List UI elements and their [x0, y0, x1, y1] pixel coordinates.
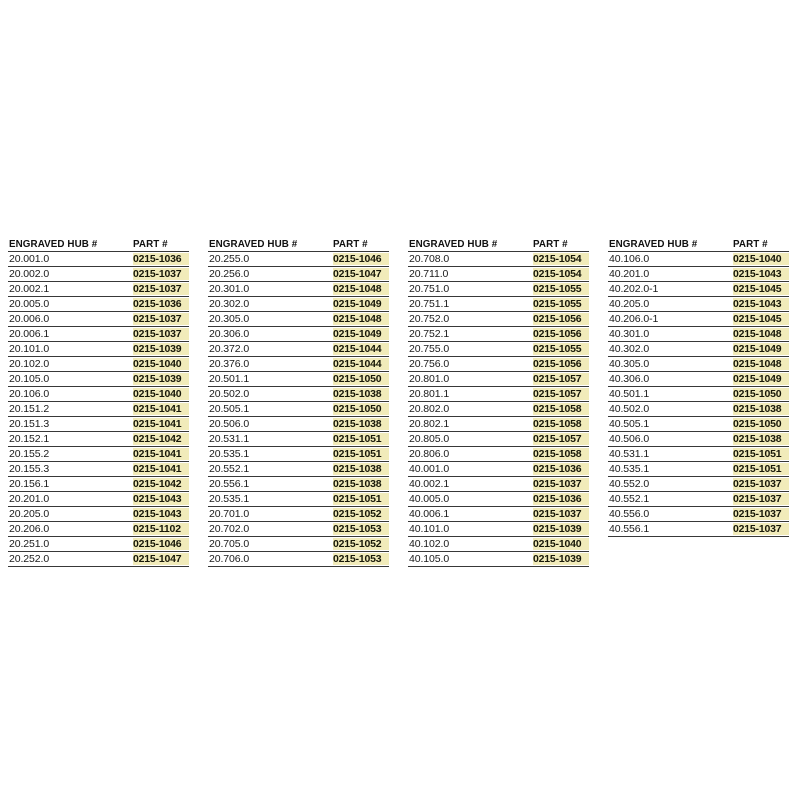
table-row [8, 462, 189, 477]
parts-cross-reference-tables [8, 237, 789, 567]
table-row [8, 447, 189, 462]
part-cell: 0215-1057 [533, 373, 589, 386]
part-cell: 0215-1052 [333, 508, 389, 521]
hub-cell: 20.301.0 [209, 283, 250, 295]
hub-cell: 40.005.0 [409, 493, 450, 505]
hub-cell: 20.502.0 [209, 388, 250, 400]
hub-cell: 40.001.0 [409, 463, 450, 475]
part-cell: 0215-1038 [333, 418, 389, 431]
table-row [408, 522, 589, 537]
hub-cell: 40.552.0 [609, 478, 650, 490]
part-cell: 0215-1039 [533, 553, 589, 566]
hub-cell: 20.376.0 [209, 358, 250, 370]
table-row [608, 357, 789, 372]
table-row [408, 402, 589, 417]
hub-cell: 20.752.1 [409, 328, 450, 340]
table-row [408, 462, 589, 477]
hub-cell: 20.156.1 [9, 478, 50, 490]
part-cell: 0215-1037 [133, 283, 189, 296]
hub-cell: 20.535.1 [209, 493, 250, 505]
hub-column-header: ENGRAVED HUB # [9, 238, 98, 250]
part-cell: 0215-1037 [733, 508, 789, 521]
hub-cell: 20.302.0 [209, 298, 250, 310]
table-row [608, 252, 789, 267]
table-row [608, 477, 789, 492]
table-row [8, 342, 189, 357]
part-column-header: PART # [333, 238, 368, 250]
part-cell: 0215-1040 [533, 538, 589, 551]
hub-cell: 20.102.0 [9, 358, 50, 370]
hub-cell: 40.202.0-1 [609, 283, 659, 295]
part-cell: 0215-1037 [733, 478, 789, 491]
part-cell: 0215-1040 [133, 358, 189, 371]
hub-cell: 20.256.0 [209, 268, 250, 280]
hub-cell: 20.805.0 [409, 433, 450, 445]
table-header-row [208, 237, 389, 252]
part-cell: 0215-1038 [333, 478, 389, 491]
table-row [208, 462, 389, 477]
hub-cell: 20.705.0 [209, 538, 250, 550]
table-row [208, 372, 389, 387]
table-row [408, 552, 589, 567]
hub-cell: 40.556.0 [609, 508, 650, 520]
part-cell: 0215-1039 [533, 523, 589, 536]
hub-cell: 40.105.0 [409, 553, 450, 565]
part-cell: 0215-1056 [533, 358, 589, 371]
part-cell: 0215-1053 [333, 523, 389, 536]
hub-cell: 40.531.1 [609, 448, 650, 460]
table-row [8, 372, 189, 387]
hub-cell: 20.756.0 [409, 358, 450, 370]
part-cell: 0215-1049 [333, 298, 389, 311]
table-row [408, 432, 589, 447]
hub-cell: 40.302.0 [609, 343, 650, 355]
table-row [208, 417, 389, 432]
hub-cell: 20.372.0 [209, 343, 250, 355]
hub-cell: 40.306.0 [609, 373, 650, 385]
hub-cell: 20.531.1 [209, 433, 250, 445]
hub-cell: 20.711.0 [409, 268, 449, 280]
hub-cell: 20.501.1 [209, 373, 250, 385]
part-cell: 0215-1051 [333, 433, 389, 446]
part-cell: 0215-1045 [733, 283, 789, 296]
part-cell: 0215-1043 [733, 268, 789, 281]
part-cell: 0215-1056 [533, 313, 589, 326]
table-row [8, 477, 189, 492]
part-column-header: PART # [533, 238, 568, 250]
part-cell: 0215-1049 [733, 343, 789, 356]
part-cell: 0215-1048 [333, 313, 389, 326]
part-cell: 0215-1041 [133, 418, 189, 431]
table-row [208, 267, 389, 282]
hub-cell: 20.151.2 [9, 403, 50, 415]
table-row [208, 522, 389, 537]
hub-cell: 20.505.1 [209, 403, 250, 415]
part-cell: 0215-1039 [133, 343, 189, 356]
part-cell: 0215-1043 [133, 508, 189, 521]
parts-table-2 [208, 237, 389, 567]
hub-cell: 20.701.0 [209, 508, 250, 520]
table-row [408, 507, 589, 522]
hub-cell: 40.535.1 [609, 463, 650, 475]
hub-cell: 40.101.0 [409, 523, 450, 535]
part-cell: 0215-1037 [733, 523, 789, 536]
part-cell: 0215-1036 [133, 253, 189, 266]
hub-cell: 20.305.0 [209, 313, 250, 325]
part-cell: 0215-1058 [533, 448, 589, 461]
part-cell: 0215-1036 [533, 493, 589, 506]
parts-table-3 [408, 237, 589, 567]
part-cell: 0215-1044 [333, 358, 389, 371]
hub-cell: 20.755.0 [409, 343, 450, 355]
hub-cell: 20.251.0 [9, 538, 50, 550]
hub-cell: 20.005.0 [9, 298, 50, 310]
table-row [408, 387, 589, 402]
table-row [8, 297, 189, 312]
table-row [208, 282, 389, 297]
part-cell: 0215-1050 [333, 403, 389, 416]
hub-cell: 20.002.1 [9, 283, 50, 295]
part-cell: 0215-1047 [133, 553, 189, 566]
table-row [8, 267, 189, 282]
table-row [208, 492, 389, 507]
table-row [608, 282, 789, 297]
table-row [8, 537, 189, 552]
hub-cell: 20.006.1 [9, 328, 50, 340]
part-cell: 0215-1042 [133, 433, 189, 446]
part-cell: 0215-1051 [333, 493, 389, 506]
part-cell: 0215-1037 [533, 508, 589, 521]
part-cell: 0215-1054 [533, 253, 589, 266]
part-cell: 0215-1044 [333, 343, 389, 356]
part-cell: 0215-1052 [333, 538, 389, 551]
table-row [208, 357, 389, 372]
hub-cell: 40.301.0 [609, 328, 650, 340]
hub-cell: 20.252.0 [9, 553, 50, 565]
hub-cell: 40.305.0 [609, 358, 650, 370]
part-column-header: PART # [133, 238, 168, 250]
part-cell: 0215-1041 [133, 448, 189, 461]
table-row [608, 507, 789, 522]
part-column-header: PART # [733, 238, 768, 250]
hub-cell: 20.201.0 [9, 493, 50, 505]
hub-cell: 20.801.0 [409, 373, 450, 385]
part-cell: 0215-1041 [133, 403, 189, 416]
table-row [208, 537, 389, 552]
part-cell: 0215-1053 [333, 553, 389, 566]
hub-cell: 20.152.1 [9, 433, 50, 445]
table-row [8, 357, 189, 372]
hub-cell: 20.105.0 [9, 373, 50, 385]
table-row [608, 267, 789, 282]
part-cell: 0215-1047 [333, 268, 389, 281]
table-row [8, 387, 189, 402]
part-cell: 0215-1050 [333, 373, 389, 386]
part-cell: 0215-1037 [133, 328, 189, 341]
table-row [208, 387, 389, 402]
part-cell: 0215-1042 [133, 478, 189, 491]
part-cell: 0215-1051 [733, 448, 789, 461]
table-row [208, 432, 389, 447]
part-cell: 0215-1058 [533, 403, 589, 416]
hub-cell: 40.102.0 [409, 538, 450, 550]
hub-column-header: ENGRAVED HUB # [209, 238, 298, 250]
hub-cell: 40.201.0 [609, 268, 650, 280]
table-row [8, 417, 189, 432]
table-row [8, 522, 189, 537]
table-row [8, 492, 189, 507]
hub-cell: 40.106.0 [609, 253, 650, 265]
table-row [408, 537, 589, 552]
table-row [208, 252, 389, 267]
table-row [408, 267, 589, 282]
part-cell: 0215-1038 [333, 463, 389, 476]
hub-cell: 20.535.1 [209, 448, 250, 460]
part-cell: 0215-1038 [733, 433, 789, 446]
part-cell: 0215-1037 [733, 493, 789, 506]
part-cell: 0215-1038 [333, 388, 389, 401]
hub-cell: 20.151.3 [9, 418, 50, 430]
part-cell: 0215-1102 [133, 523, 189, 536]
table-row [208, 507, 389, 522]
part-cell: 0215-1039 [133, 373, 189, 386]
table-row [208, 477, 389, 492]
table-row [208, 327, 389, 342]
table-row [408, 417, 589, 432]
hub-cell: 20.006.0 [9, 313, 50, 325]
table-row [608, 402, 789, 417]
table-row [408, 282, 589, 297]
hub-cell: 20.708.0 [409, 253, 450, 265]
table-row [608, 447, 789, 462]
table-row [8, 402, 189, 417]
part-cell: 0215-1057 [533, 388, 589, 401]
table-row [408, 252, 589, 267]
table-row [8, 552, 189, 567]
hub-cell: 20.552.1 [209, 463, 250, 475]
table-row [8, 327, 189, 342]
part-cell: 0215-1037 [133, 268, 189, 281]
hub-cell: 40.556.1 [609, 523, 650, 535]
table-row [608, 327, 789, 342]
hub-cell: 40.552.1 [609, 493, 650, 505]
hub-cell: 20.506.0 [209, 418, 250, 430]
part-cell: 0215-1056 [533, 328, 589, 341]
hub-cell: 20.706.0 [209, 553, 250, 565]
hub-cell: 20.155.2 [9, 448, 50, 460]
part-cell: 0215-1051 [733, 463, 789, 476]
part-cell: 0215-1049 [333, 328, 389, 341]
hub-cell: 20.205.0 [9, 508, 50, 520]
part-cell: 0215-1050 [733, 418, 789, 431]
part-cell: 0215-1055 [533, 283, 589, 296]
part-cell: 0215-1040 [133, 388, 189, 401]
hub-cell: 20.806.0 [409, 448, 450, 460]
hub-cell: 40.505.1 [609, 418, 650, 430]
part-cell: 0215-1048 [333, 283, 389, 296]
part-cell: 0215-1040 [733, 253, 789, 266]
hub-cell: 20.751.0 [409, 283, 450, 295]
hub-cell: 40.006.1 [409, 508, 450, 520]
part-cell: 0215-1057 [533, 433, 589, 446]
part-cell: 0215-1050 [733, 388, 789, 401]
table-row [408, 447, 589, 462]
hub-cell: 20.802.0 [409, 403, 450, 415]
table-row [408, 312, 589, 327]
hub-cell: 20.751.1 [409, 298, 450, 310]
hub-cell: 40.002.1 [409, 478, 450, 490]
table-row [208, 447, 389, 462]
part-cell: 0215-1049 [733, 373, 789, 386]
table-row [608, 297, 789, 312]
part-cell: 0215-1058 [533, 418, 589, 431]
table-row [608, 522, 789, 537]
part-cell: 0215-1055 [533, 343, 589, 356]
part-cell: 0215-1046 [333, 253, 389, 266]
hub-column-header: ENGRAVED HUB # [409, 238, 498, 250]
part-cell: 0215-1036 [133, 298, 189, 311]
hub-cell: 20.801.1 [409, 388, 450, 400]
hub-cell: 20.556.1 [209, 478, 250, 490]
table-row [8, 432, 189, 447]
table-row [8, 507, 189, 522]
table-row [208, 552, 389, 567]
table-row [208, 342, 389, 357]
hub-cell: 20.702.0 [209, 523, 250, 535]
part-cell: 0215-1048 [733, 328, 789, 341]
hub-cell: 40.501.1 [609, 388, 650, 400]
hub-cell: 20.206.0 [9, 523, 50, 535]
table-row [408, 342, 589, 357]
table-row [608, 432, 789, 447]
table-row [8, 282, 189, 297]
part-cell: 0215-1037 [533, 478, 589, 491]
parts-table-1 [8, 237, 189, 567]
table-row [208, 402, 389, 417]
part-cell: 0215-1054 [533, 268, 589, 281]
hub-cell: 40.206.0-1 [609, 313, 659, 325]
table-row [408, 357, 589, 372]
table-header-row [608, 237, 789, 252]
table-row [608, 462, 789, 477]
table-row [408, 492, 589, 507]
hub-cell: 40.502.0 [609, 403, 650, 415]
hub-cell: 20.002.0 [9, 268, 50, 280]
table-row [408, 297, 589, 312]
part-cell: 0215-1036 [533, 463, 589, 476]
part-cell: 0215-1037 [133, 313, 189, 326]
table-row [608, 387, 789, 402]
table-row [608, 417, 789, 432]
table-row [208, 312, 389, 327]
table-row [8, 312, 189, 327]
hub-cell: 20.155.3 [9, 463, 50, 475]
part-cell: 0215-1043 [133, 493, 189, 506]
hub-cell: 20.802.1 [409, 418, 450, 430]
part-cell: 0215-1043 [733, 298, 789, 311]
table-row [8, 252, 189, 267]
hub-cell: 20.306.0 [209, 328, 250, 340]
part-cell: 0215-1045 [733, 313, 789, 326]
part-cell: 0215-1055 [533, 298, 589, 311]
parts-table-4 [608, 237, 789, 537]
table-row [408, 327, 589, 342]
hub-cell: 20.255.0 [209, 253, 250, 265]
hub-cell: 20.001.0 [9, 253, 50, 265]
part-cell: 0215-1051 [333, 448, 389, 461]
hub-cell: 40.506.0 [609, 433, 650, 445]
table-row [608, 492, 789, 507]
hub-column-header: ENGRAVED HUB # [609, 238, 698, 250]
table-row [408, 477, 589, 492]
table-header-row [408, 237, 589, 252]
table-row [208, 297, 389, 312]
part-cell: 0215-1048 [733, 358, 789, 371]
table-header-row [8, 237, 189, 252]
table-row [608, 342, 789, 357]
hub-cell: 40.205.0 [609, 298, 650, 310]
table-row [608, 312, 789, 327]
part-cell: 0215-1038 [733, 403, 789, 416]
table-row [408, 372, 589, 387]
table-row [608, 372, 789, 387]
hub-cell: 20.752.0 [409, 313, 450, 325]
part-cell: 0215-1046 [133, 538, 189, 551]
hub-cell: 20.106.0 [9, 388, 50, 400]
hub-cell: 20.101.0 [9, 343, 50, 355]
part-cell: 0215-1041 [133, 463, 189, 476]
